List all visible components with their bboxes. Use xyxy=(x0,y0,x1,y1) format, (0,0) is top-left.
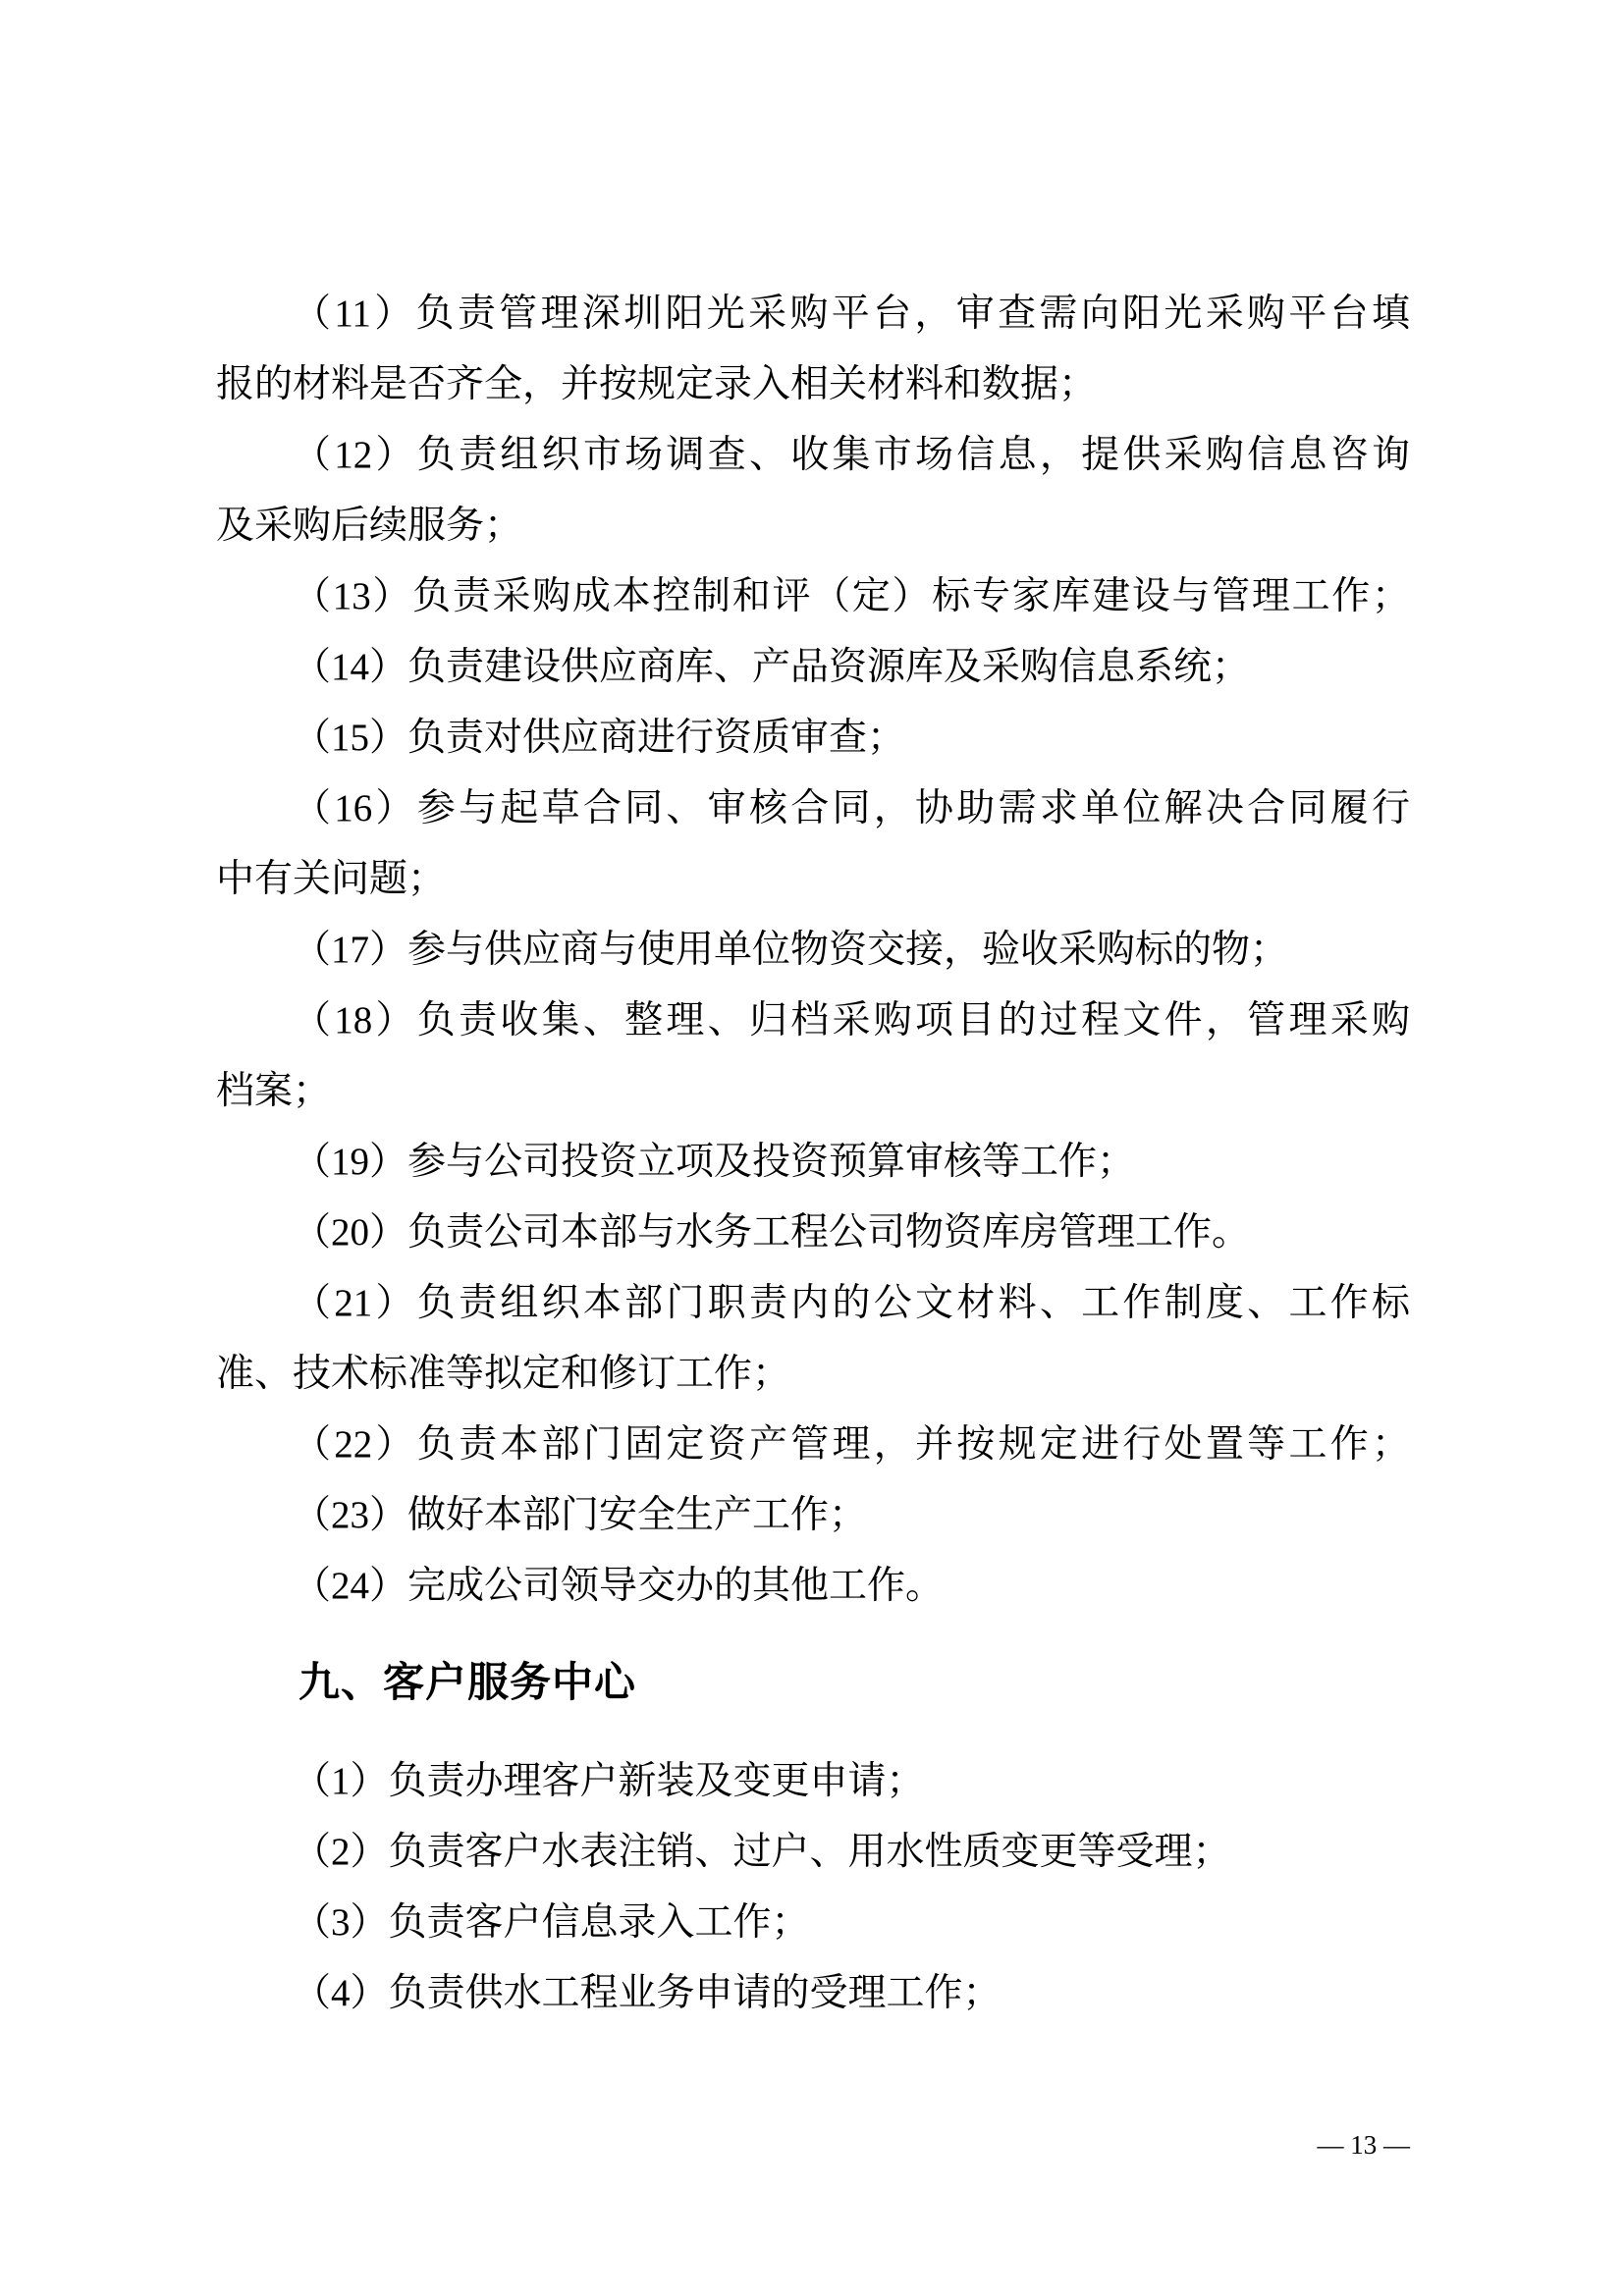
text-line: （12）负责组织市场调查、收集市场信息，提供采购信息咨询 xyxy=(293,434,1410,476)
paragraph xyxy=(216,1268,1410,1410)
paragraph xyxy=(216,986,1410,1127)
text-line: （24）完成公司领导交办的其他工作。 xyxy=(293,1565,945,1607)
text-line: （3）负责客户信息录入工作； xyxy=(293,1901,810,1944)
paragraph xyxy=(216,1746,1410,1817)
text-line: 档案； xyxy=(216,1070,332,1112)
page-number: — 13 — xyxy=(1317,2130,1410,2160)
paragraph xyxy=(216,1480,1410,1551)
document-body xyxy=(216,279,1410,2029)
paragraph xyxy=(216,774,1410,915)
text-line: （18）负责收集、整理、归档采购项目的过程文件，管理采购 xyxy=(293,999,1410,1041)
paragraph xyxy=(216,1888,1410,1958)
text-line: （2）负责客户水表注销、过户、用水性质变更等受理； xyxy=(293,1831,1231,1873)
paragraph xyxy=(216,279,1410,420)
text-line: （11）负责管理深圳阳光采购平台，审查需向阳光采购平台填 xyxy=(293,293,1410,335)
text-line: 及采购后续服务； xyxy=(216,505,523,547)
paragraph xyxy=(216,1958,1410,2029)
text-line: （17）参与供应商与使用单位物资交接，验收采购标的物； xyxy=(293,929,1289,971)
paragraph xyxy=(216,703,1410,774)
paragraph xyxy=(216,1198,1410,1268)
text-line: （23）做好本部门安全生产工作； xyxy=(293,1494,868,1536)
body-paragraphs-bottom xyxy=(216,1746,1410,2029)
text-line: （19）参与公司投资立项及投资预算审核等工作； xyxy=(293,1141,1136,1183)
text-line: （22）负责本部门固定资产管理，并按规定进行处置等工作； xyxy=(293,1423,1410,1466)
text-line: （15）负责对供应商进行资质审查； xyxy=(293,717,906,759)
text-line: （4）负责供水工程业务申请的受理工作； xyxy=(293,1972,1001,2014)
paragraph xyxy=(216,632,1410,703)
paragraph xyxy=(216,561,1410,632)
text-line: （13）负责采购成本控制和评（定）标专家库建设与管理工作； xyxy=(293,575,1410,617)
paragraph xyxy=(216,420,1410,561)
text-line: （16）参与起草合同、审核合同，协助需求单位解决合同履行 xyxy=(293,787,1410,829)
text-line: （20）负责公司本部与水务工程公司物资库房管理工作。 xyxy=(293,1211,1251,1254)
text-line: 准、技术标准等拟定和修订工作； xyxy=(216,1353,791,1395)
paragraph xyxy=(216,1410,1410,1480)
paragraph xyxy=(216,1817,1410,1888)
text-line: （21）负责组织本部门职责内的公文材料、工作制度、工作标 xyxy=(293,1282,1410,1324)
text-line: 报的材料是否齐全，并按规定录入相关材料和数据； xyxy=(216,363,1098,405)
text-line: 中有关问题； xyxy=(216,858,447,900)
section-heading: 九、客户服务中心 xyxy=(298,1659,637,1705)
paragraph xyxy=(216,915,1410,986)
paragraph xyxy=(216,1551,1410,1622)
body-paragraphs-top xyxy=(216,279,1410,1622)
text-line: （14）负责建设供应商库、产品资源库及采购信息系统； xyxy=(293,646,1251,688)
text-line: （1）负责办理客户新装及变更申请； xyxy=(293,1760,925,1802)
paragraph xyxy=(216,1127,1410,1198)
